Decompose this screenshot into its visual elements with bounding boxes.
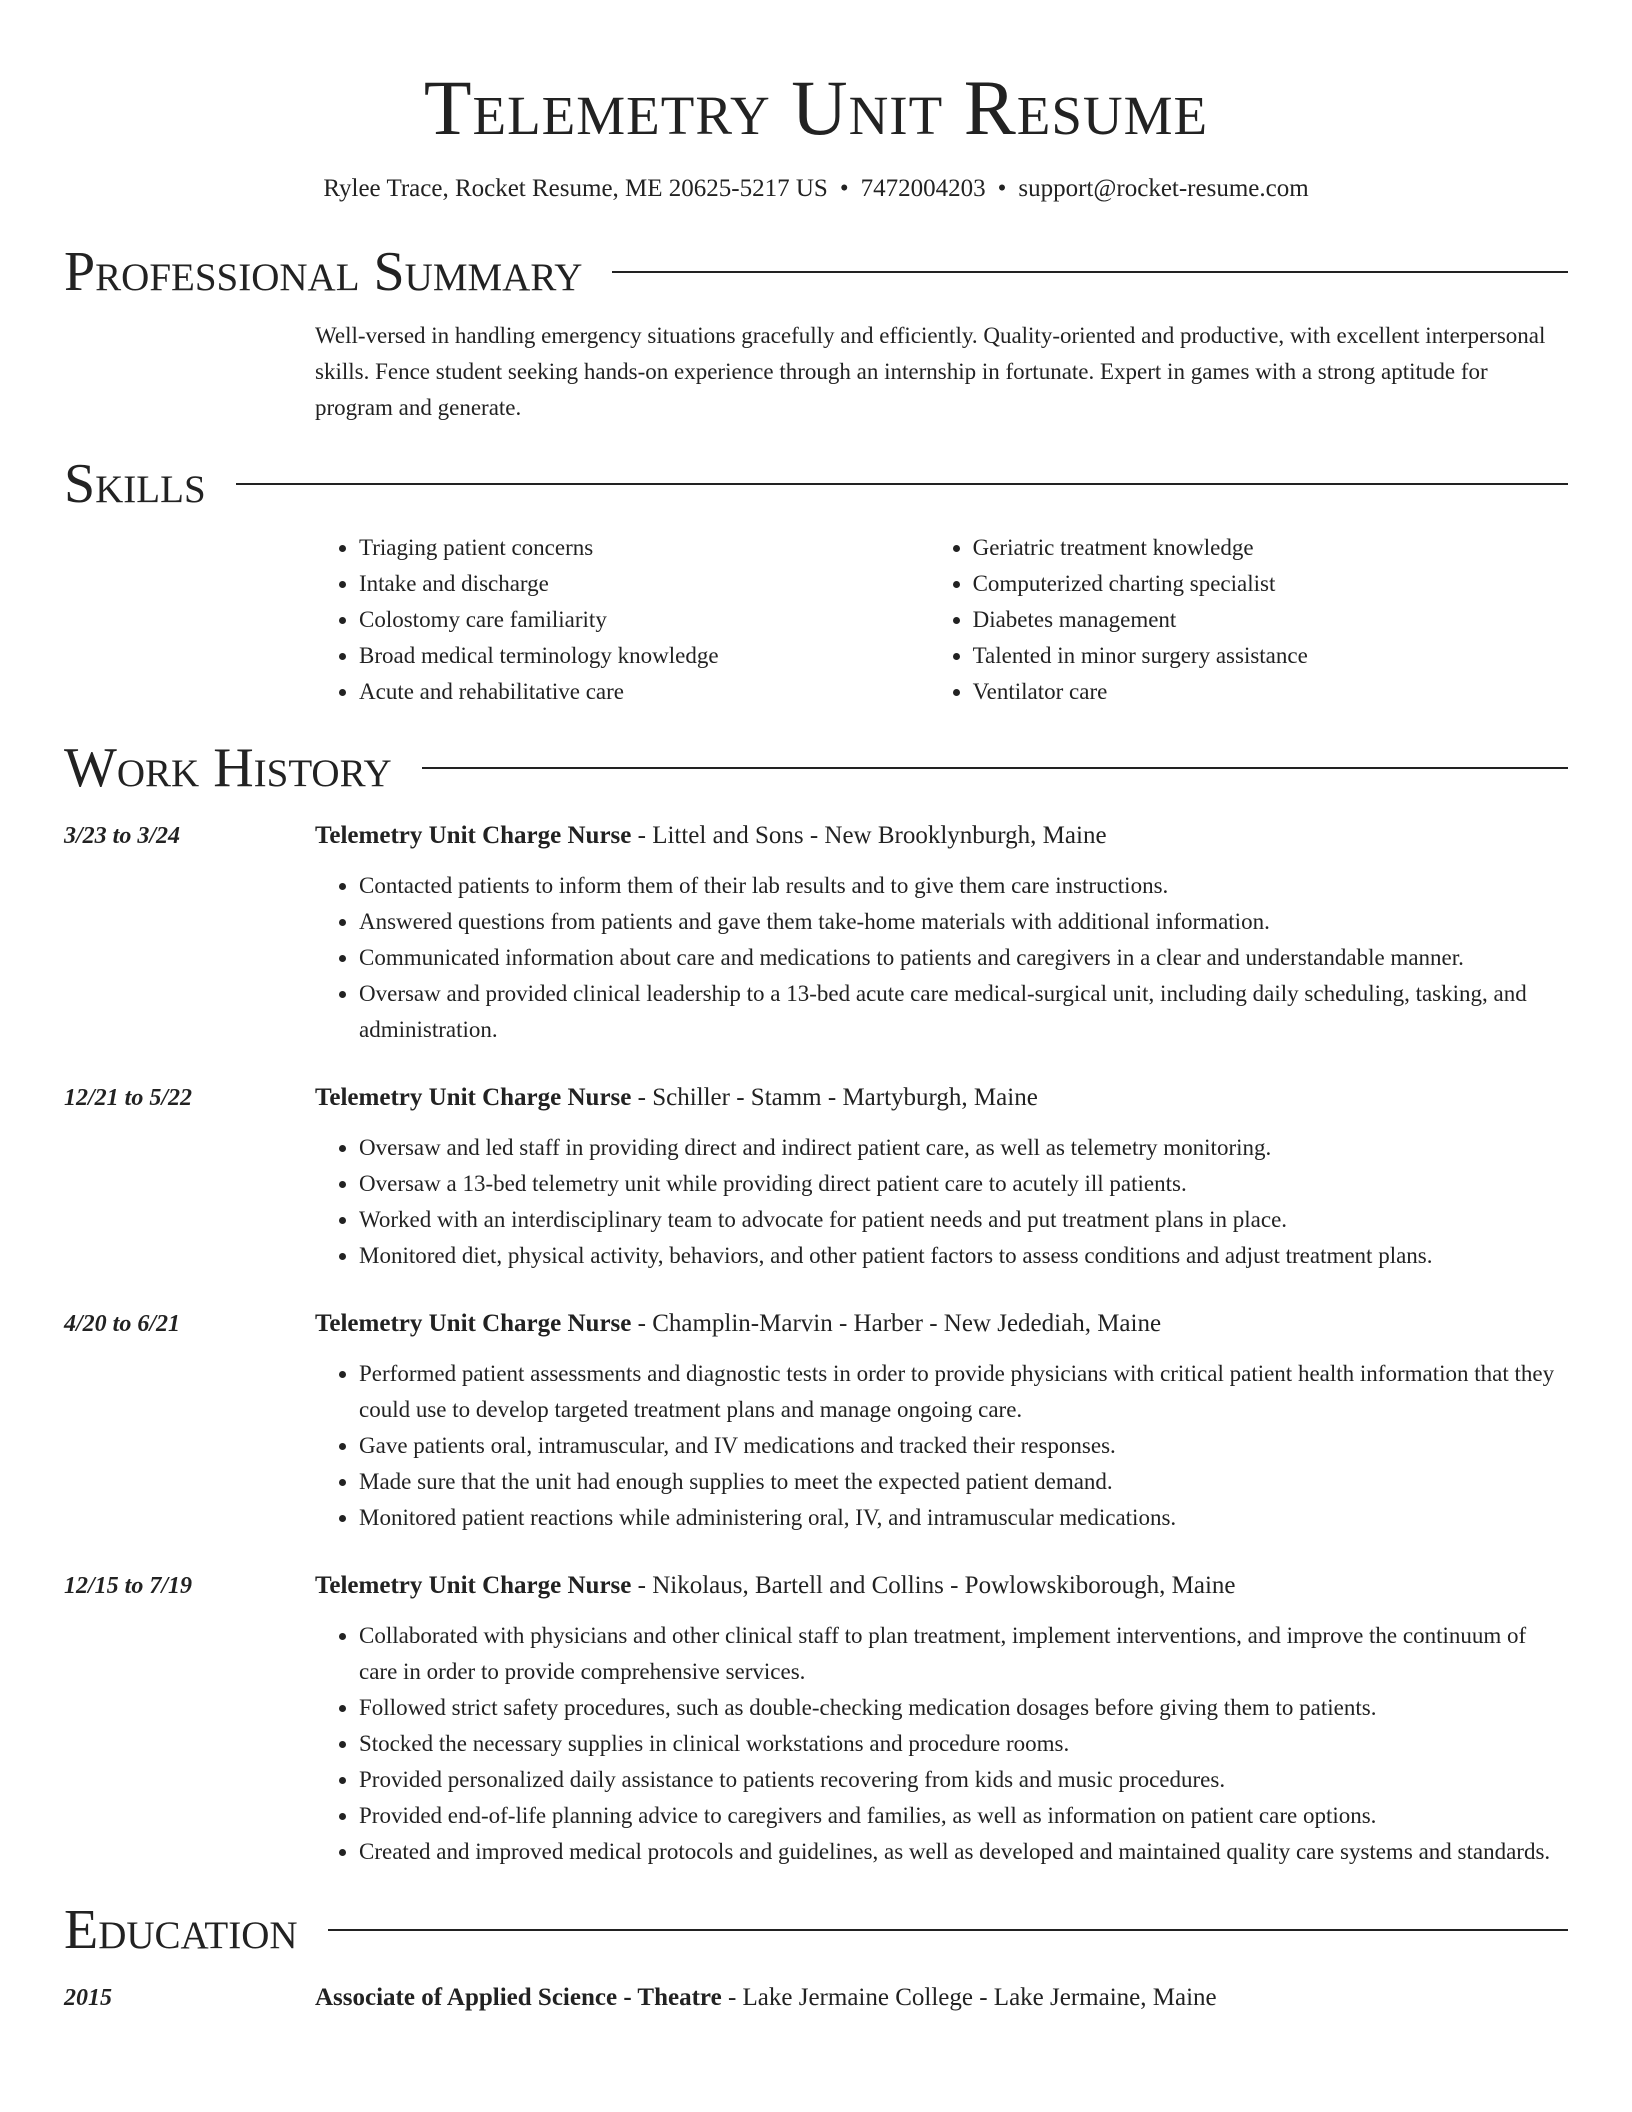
section-divider: [422, 767, 1568, 769]
job-bullet: • Gave patients oral, intramuscular, and IV medications and tracked their responses.: [359, 1428, 1568, 1464]
education-school: - Lake Jermaine College - Lake Jermaine, Maine: [721, 1984, 1217, 2011]
job-entry: [64, 1568, 1568, 1870]
education-list: [64, 1980, 1568, 2016]
job-title-line: [315, 1306, 1161, 1342]
job-employer: - Champlin-Marvin - Harber - New Jedediah, Maine: [631, 1310, 1162, 1337]
skill-item: • Talented in minor surgery assistance: [973, 638, 1568, 674]
job-bullets: [315, 1130, 1568, 1274]
skills-left-column: [315, 530, 929, 710]
resume-page: [64, 0, 1568, 2016]
job-bullet: • Provided personalized daily assistance to patients recovering from kids and music procedures.: [359, 1762, 1568, 1798]
job-employer: - Schiller - Stamm - Martyburgh, Maine: [631, 1084, 1038, 1111]
job-title-line: [315, 1080, 1038, 1116]
job-bullet: • Answered questions from patients and gave them take-home materials with additional information.: [359, 904, 1568, 940]
summary-text: Well-versed in handling emergency situations gracefully and efficiently. Quality-oriented and productive, with excellent interpersonal skills. Fence student seeking hands-on experience through an internship in fortunate. Expert in games with a strong aptitude for program and generate.: [315, 323, 1546, 420]
section-divider: [328, 1929, 1568, 1931]
job-title: Telemetry Unit Charge Nurse: [315, 822, 632, 849]
job-header: [64, 1080, 1568, 1116]
job-bullet: • Created and improved medical protocols and guidelines, as well as developed and maintained quality care systems and standards.: [359, 1834, 1568, 1870]
skill-item: • Acute and rehabilitative care: [359, 674, 929, 710]
job-employer: - Nikolaus, Bartell and Collins - Powlowskiborough, Maine: [631, 1572, 1236, 1599]
job-bullet: • Oversaw and led staff in providing direct and indirect patient care, as well as telemetry monitoring.: [359, 1130, 1568, 1166]
job-header: [64, 1568, 1568, 1604]
job-bullet: • Communicated information about care and medications to patients and caregivers in a clear and understandable manner.: [359, 940, 1568, 976]
job-title-line: [315, 1568, 1236, 1604]
contact-line: [64, 174, 1568, 204]
job-bullet: • Contacted patients to inform them of their lab results and to give them care instructions.: [359, 868, 1568, 904]
skill-item: • Diabetes management: [973, 602, 1568, 638]
job-entry: [64, 1080, 1568, 1274]
education-line: [315, 1980, 1217, 2016]
job-bullets: [315, 868, 1568, 1048]
job-date: 3/23 to 3/24: [64, 823, 181, 849]
contact-separator: •: [839, 175, 849, 202]
job-header: [64, 1306, 1568, 1342]
section-divider: [236, 483, 1568, 485]
job-bullets: [315, 1618, 1568, 1870]
job-bullet: • Provided end-of-life planning advice to caregivers and families, as well as information on patient care options.: [359, 1798, 1568, 1834]
job-entry: [64, 1306, 1568, 1536]
skill-item: • Intake and discharge: [359, 566, 929, 602]
job-employer: - Littel and Sons - New Brooklynburgh, Maine: [631, 822, 1107, 849]
job-bullet: • Oversaw a 13-bed telemetry unit while providing direct patient care to acutely ill patients.: [359, 1166, 1568, 1202]
education-year: 2015: [64, 1985, 112, 2011]
skills-right-column: [929, 530, 1568, 710]
education-degree: Associate of Applied Science - Theatre: [315, 1984, 722, 2011]
education-entry: [64, 1980, 1568, 2016]
skill-item: • Computerized charting specialist: [973, 566, 1568, 602]
work-history-list: [64, 818, 1568, 1870]
summary-heading: Professional Summary: [64, 241, 583, 303]
job-bullets: [315, 1356, 1568, 1536]
job-title: Telemetry Unit Charge Nurse: [315, 1084, 632, 1111]
work-heading: Work History: [64, 737, 392, 799]
job-bullet: • Oversaw and provided clinical leadership to a 13-bed acute care medical-surgical unit, including daily scheduling, tasking, and administration.: [359, 976, 1568, 1048]
job-bullet: • Worked with an interdisciplinary team to advocate for patient needs and put treatment plans in place.: [359, 1202, 1568, 1238]
job-title-line: [315, 818, 1107, 854]
job-date: 4/20 to 6/21: [64, 1311, 181, 1337]
job-bullet: • Made sure that the unit had enough supplies to meet the expected patient demand.: [359, 1464, 1568, 1500]
job-title: Telemetry Unit Charge Nurse: [315, 1572, 632, 1599]
contact-phone: 7472004203: [860, 175, 986, 202]
resume-title: Telemetry Unit Resume: [423, 64, 1209, 151]
job-bullet: • Performed patient assessments and diagnostic tests in order to provide physicians with critical patient health information that they could use to develop targeted treatment plans and manage ongoing care.: [359, 1356, 1568, 1428]
job-bullet: • Followed strict safety procedures, such as double-checking medication dosages before giving them to patients.: [359, 1690, 1568, 1726]
contact-separator: •: [997, 175, 1007, 202]
job-entry: [64, 818, 1568, 1048]
job-header: [64, 818, 1568, 854]
job-bullet: • Monitored patient reactions while administering oral, IV, and intramuscular medications.: [359, 1500, 1568, 1536]
job-bullet: • Monitored diet, physical activity, behaviors, and other patient factors to assess conditions and adjust treatment plans.: [359, 1238, 1568, 1274]
contact-email: support@rocket-resume.com: [1018, 175, 1309, 202]
skill-item: • Ventilator care: [973, 674, 1568, 710]
skill-item: • Geriatric treatment knowledge: [973, 530, 1568, 566]
job-title: Telemetry Unit Charge Nurse: [315, 1310, 632, 1337]
contact-address: Rylee Trace, Rocket Resume, ME 20625-5217 US: [323, 175, 828, 202]
skills-section-header: [64, 452, 1568, 516]
skill-item: • Triaging patient concerns: [359, 530, 929, 566]
section-divider: [612, 271, 1568, 273]
work-section-header: [64, 736, 1568, 800]
skill-item: • Broad medical terminology knowledge: [359, 638, 929, 674]
education-heading: Education: [64, 1899, 298, 1961]
job-date: 12/21 to 5/22: [64, 1085, 193, 1111]
education-section-header: [64, 1898, 1568, 1962]
skills-heading: Skills: [64, 453, 206, 515]
summary-section-header: [64, 240, 1568, 304]
job-bullet: • Collaborated with physicians and other clinical staff to plan treatment, implement interventions, and improve the continuum of care in order to provide comprehensive services.: [359, 1618, 1568, 1690]
job-bullet: • Stocked the necessary supplies in clinical workstations and procedure rooms.: [359, 1726, 1568, 1762]
skill-item: • Colostomy care familiarity: [359, 602, 929, 638]
skills-list: [315, 530, 1568, 710]
job-date: 12/15 to 7/19: [64, 1573, 193, 1599]
